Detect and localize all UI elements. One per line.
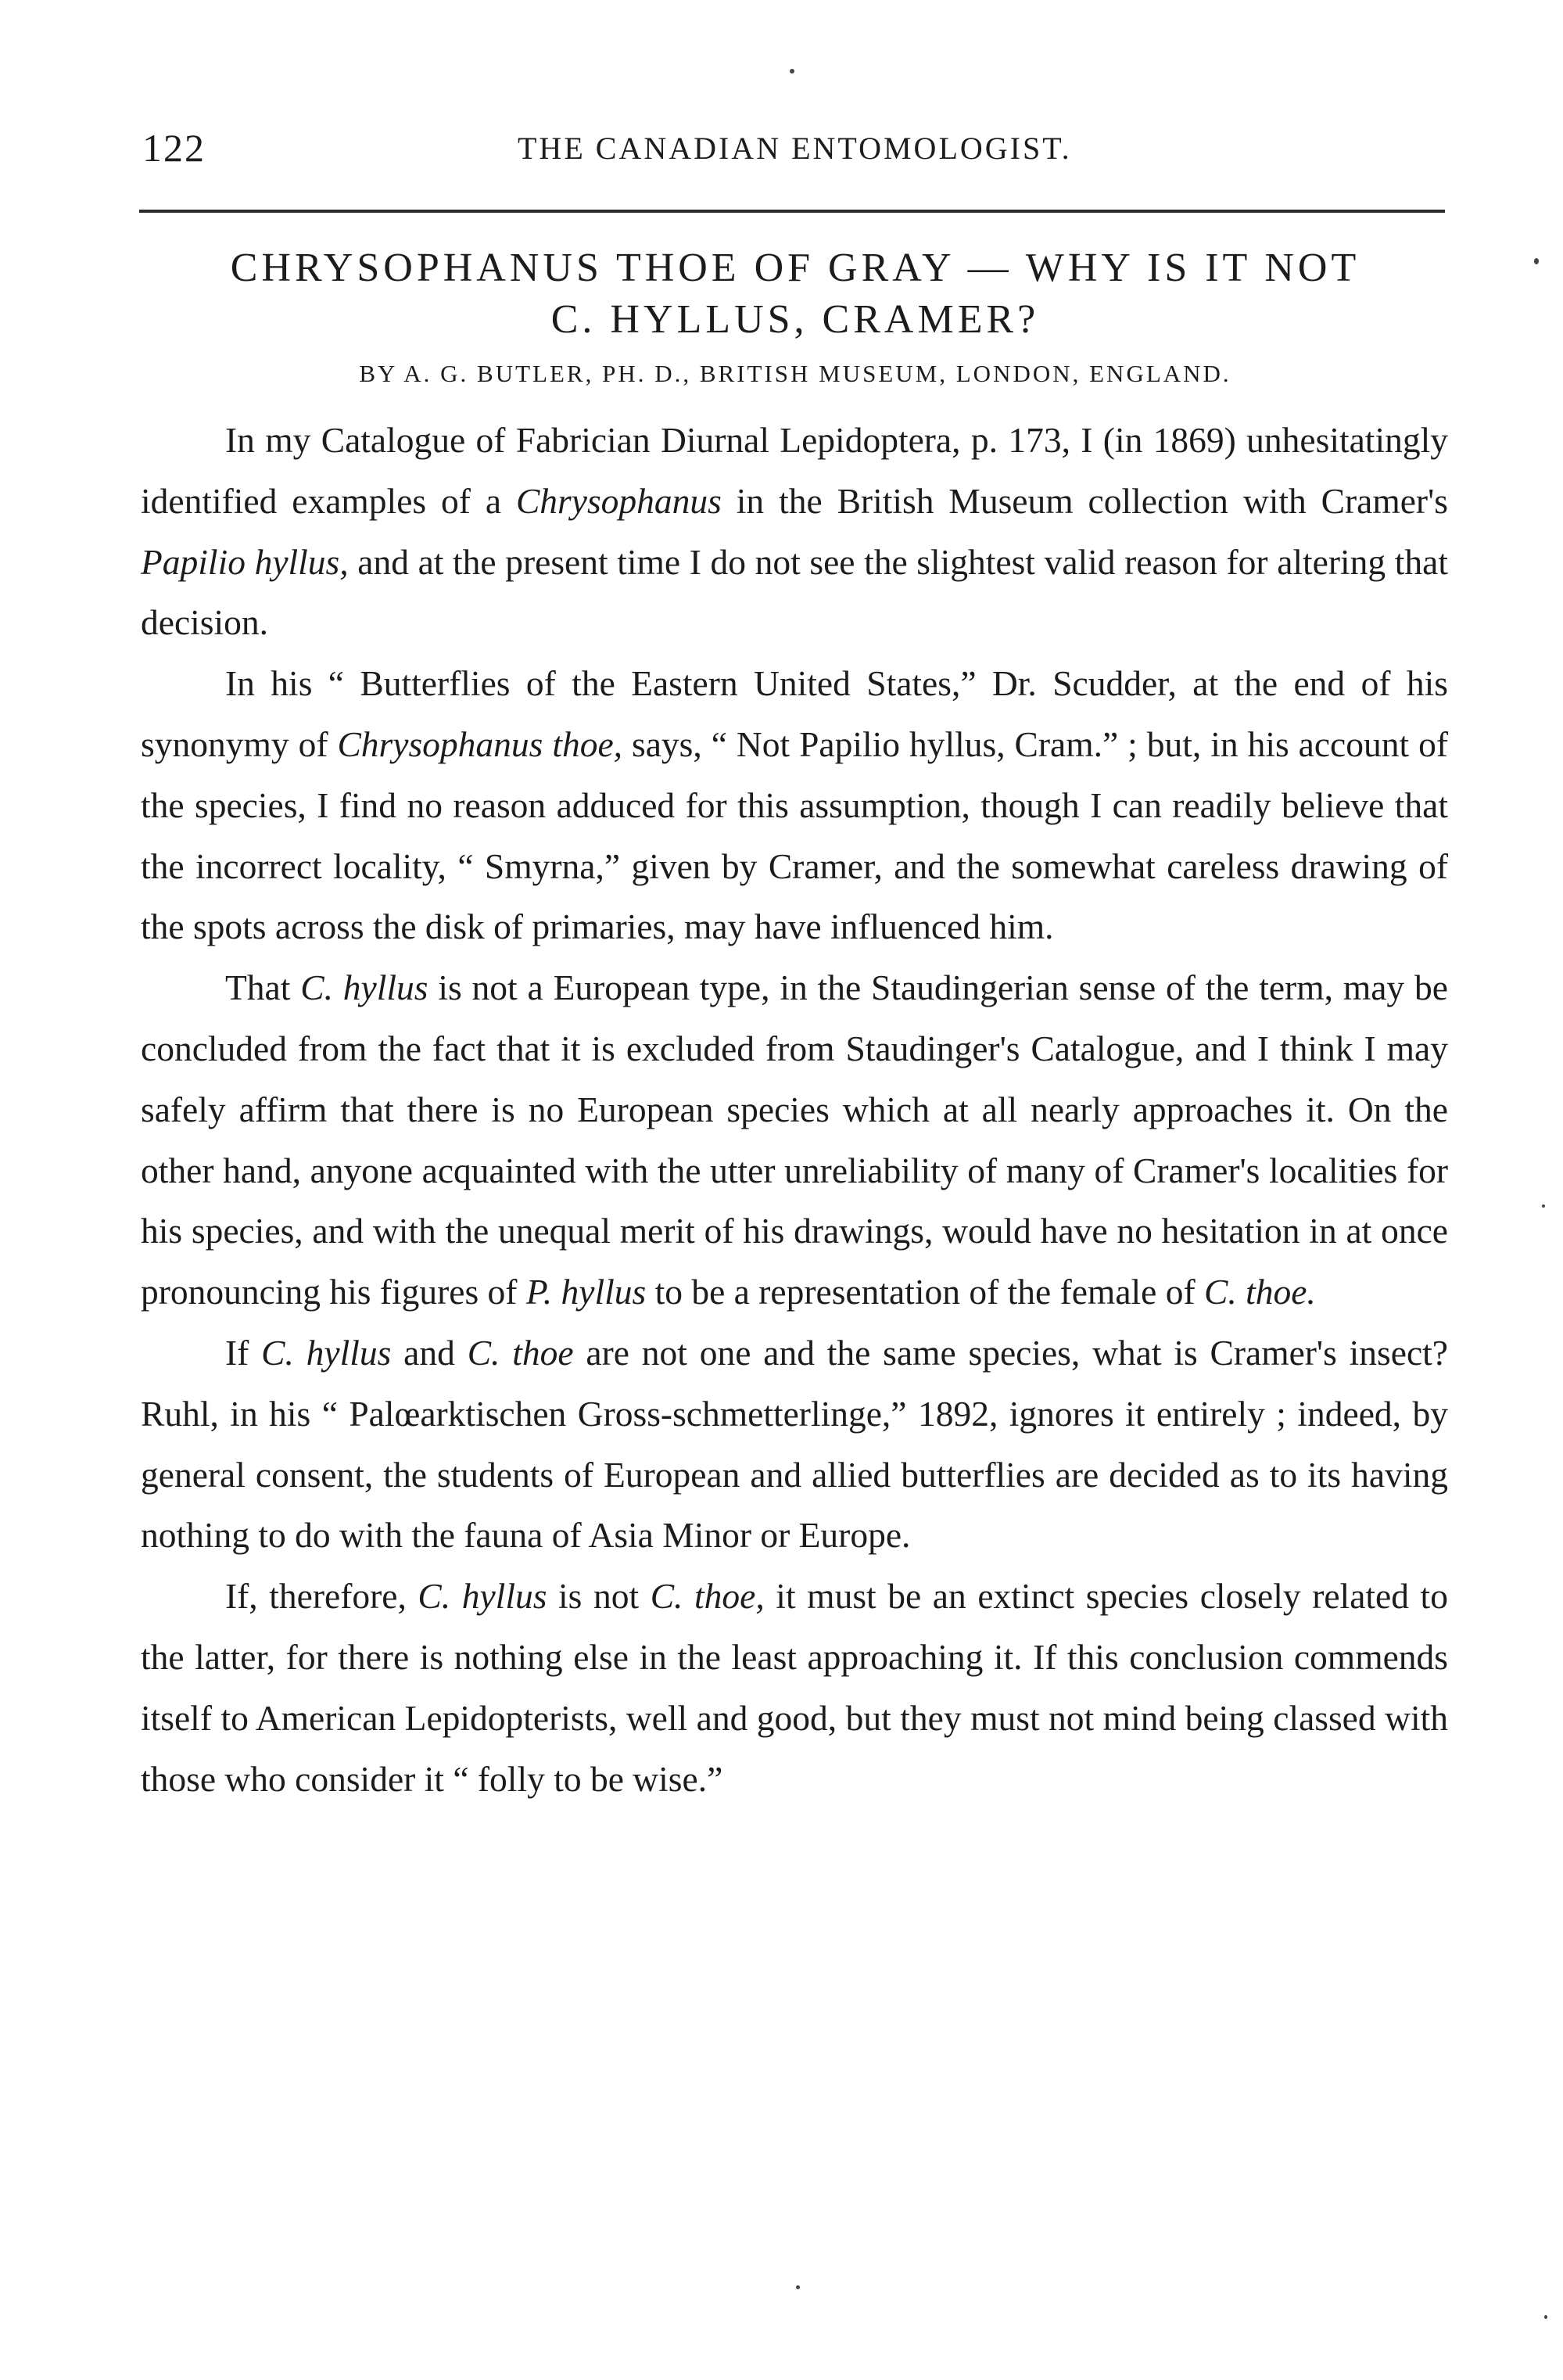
body-text: In his “ Butterflies of the Eastern United States,” Dr. Scudder, at the end of his synonymy of — [141, 663, 1448, 764]
body-paragraph — [141, 653, 1448, 957]
body-text: is not — [547, 1576, 651, 1617]
body-text: That — [225, 967, 301, 1008]
article-title-line-2: C. HYLLUS, CRAMER? — [550, 297, 1040, 342]
body-text: in the British Museum collection with Cramer's — [721, 480, 1448, 521]
body-text: are not one and the same species, what is Cramer's insect? Ruhl, in his “ Palœarktischen Gross-schmetterlinge,” 1892, ignores it entirely ; indeed, by general consent, the students of European and allied butterflies are decided as to its having nothing to do with the fauna of Asia Minor or Europe. — [141, 1332, 1448, 1556]
body-paragraph — [141, 957, 1448, 1323]
body-text: is not a European type, in the Staudingerian sense of the term, may be concluded from the fact that it is excluded from Staudinger's Catalogue, and I think I may safely affirm that there is no European species which at all nearly approaches it. On the other hand, anyone acquainted with the utter unreliability of many of Cramer's localities for his species, and with the unequal merit of his drawings, would have no hesitation in at once pronouncing his figures of — [141, 967, 1448, 1312]
scan-speck — [1534, 258, 1539, 264]
article-byline: BY A. G. BUTLER, PH. D., BRITISH MUSEUM, LONDON, ENGLAND. — [359, 360, 1231, 387]
body-text: to be a representation of the female of — [646, 1272, 1204, 1312]
italic-text: C. hyllus — [261, 1332, 392, 1373]
italic-text: P. hyllus — [525, 1272, 647, 1312]
page-number: 122 — [142, 126, 206, 170]
article-body — [141, 410, 1448, 1809]
body-text: and at the present time I do not see the slightest valid reason for altering that decision. — [141, 541, 1448, 643]
body-paragraph — [141, 1566, 1448, 1809]
italic-text: Chrysophanus — [515, 480, 722, 521]
italic-text: Chrysophanus thoe, — [337, 723, 623, 764]
italic-text: C. hyllus — [300, 967, 428, 1008]
running-head: THE CANADIAN ENTOMOLOGIST. — [518, 131, 1072, 166]
header-rule — [139, 210, 1445, 213]
body-paragraph — [141, 1323, 1448, 1566]
italic-text: Papilio hyllus, — [141, 541, 349, 582]
body-paragraph — [141, 410, 1448, 653]
italic-text: C. thoe. — [1204, 1272, 1316, 1312]
body-text: If — [225, 1332, 262, 1373]
scan-speck — [796, 2285, 800, 2289]
scan-speck — [1544, 2315, 1547, 2319]
article-title-line-1: CHRYSOPHANUS THOE OF GRAY — WHY IS IT NOT — [230, 246, 1360, 290]
body-text: says, “ Not Papilio hyllus, Cram.” ; but, in his account of the species, I find no reason adduced for this assumption, though I can readily believe that the incorrect locality, “ Smyrna,” given by Cramer, and the somewhat careless drawing of the spots across the disk of primaries, may have influenced him. — [141, 723, 1449, 947]
article-title — [142, 242, 1448, 346]
italic-text: C. hyllus — [418, 1576, 547, 1617]
scan-speck — [790, 69, 794, 74]
body-text: If, therefore, — [225, 1576, 418, 1617]
page-header — [142, 125, 1446, 172]
body-text: In my Catalogue of Fabrician Diurnal Lepidoptera, p. 173, I (in 1869) unhesitatingly identified examples of a — [141, 420, 1448, 521]
scan-speck — [1542, 1204, 1545, 1208]
body-text: and — [391, 1332, 468, 1373]
italic-text: C. thoe — [467, 1332, 574, 1373]
italic-text: C. thoe, — [650, 1576, 765, 1617]
body-text: it must be an extinct species closely related to the latter, for there is nothing else in the least approaching it. If this conclusion commends itself to American Lepidopterists, well and good, but they must not mind being classed with those who consider it “ folly to be wise.” — [141, 1576, 1448, 1799]
